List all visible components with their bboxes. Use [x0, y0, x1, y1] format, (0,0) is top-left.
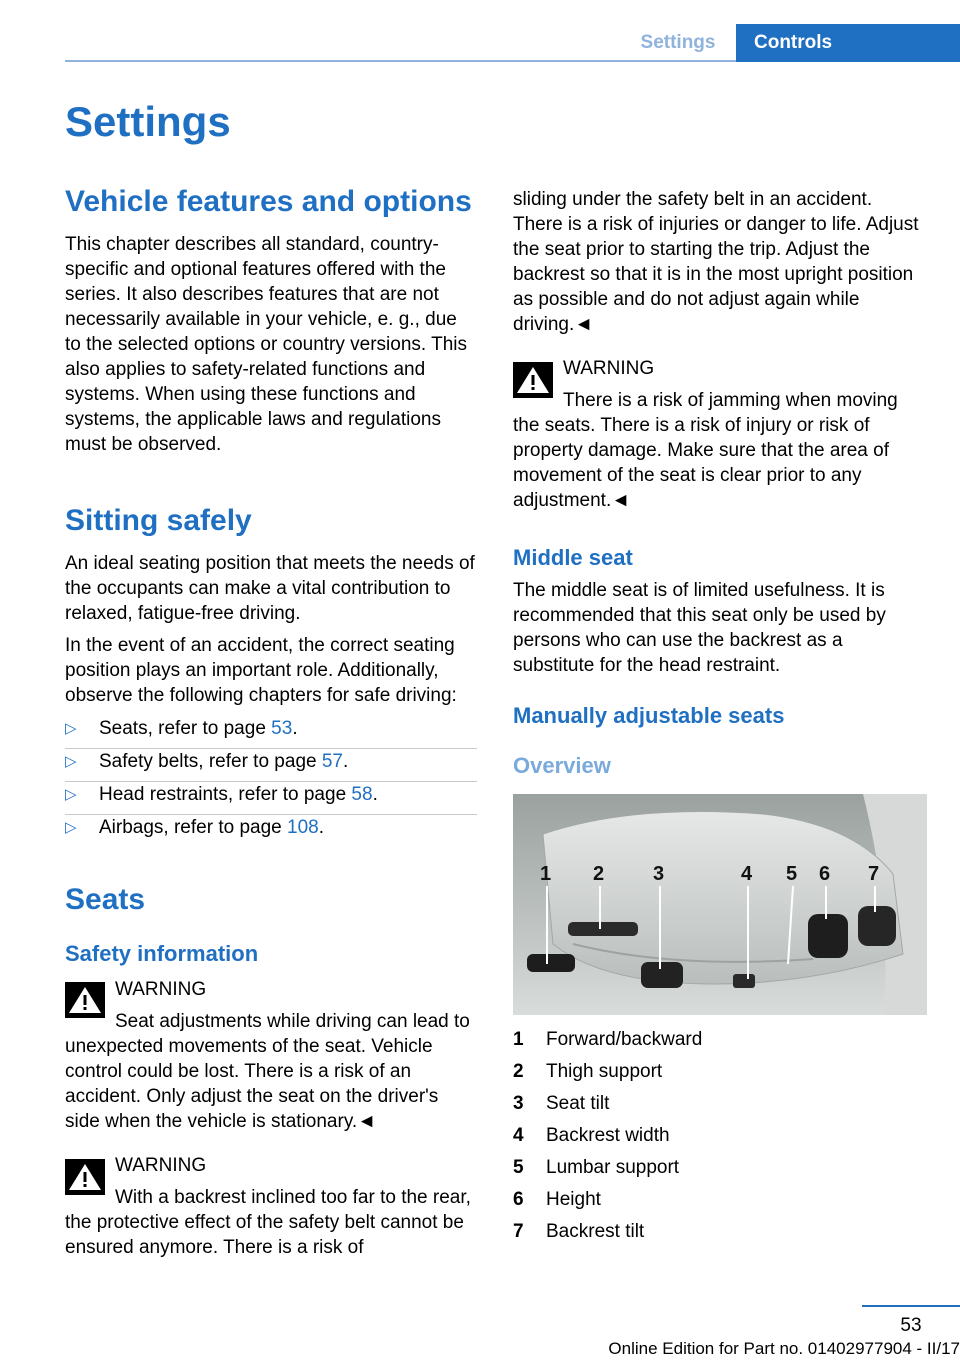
middle-seat-text: The middle seat is of limited usefulness. It is recommended that this seat only be used by persons who can use the backrest as a substitute for the head restraint. — [513, 580, 886, 676]
list-item: ▷ Airbags, refer to page 108. — [65, 817, 324, 838]
list-item — [513, 1219, 925, 1251]
warning-text-continued: sliding under the safety belt in an accident. There is a risk of injuries or danger to life. Adjust the seat prior to starting the trip. Adjust the backrest so that it is in the most upright position as possible and do not adjust again while driving.◄ — [513, 189, 919, 335]
seat-controls-legend — [513, 1027, 925, 1251]
heading-vehicle-features: Vehicle features and options — [65, 185, 472, 218]
callout-7: 7 — [868, 863, 880, 885]
bullet-triangle-icon: ▷ — [65, 819, 77, 836]
list-item — [513, 1059, 925, 1091]
seat-controls-figure — [513, 794, 927, 1015]
legend-number: 7 — [513, 1221, 524, 1242]
heading-safety-information: Safety information — [65, 941, 259, 966]
callout-3: 3 — [653, 863, 665, 885]
warning-label: WARNING — [115, 979, 207, 1000]
page-link-57[interactable]: 57 — [321, 751, 343, 772]
heading-middle-seat: Middle seat — [513, 545, 633, 570]
legend-label: Forward/backward — [546, 1029, 703, 1050]
legend-number: 5 — [513, 1157, 524, 1178]
vehicle-features-text: This chapter describes all standard, country-specific and optional features offered with the series. It also describes features that are not necessarily available in your vehicle, e. g., due to the selected options or country versions. This also applies to safety-related functions and systems. When using these functions and systems, the applicable laws and regulations must be observed. — [65, 234, 468, 455]
chapter-reference-list — [65, 716, 477, 847]
callout-1: 1 — [540, 863, 552, 885]
list-item — [513, 1091, 925, 1123]
warning-text: With a backrest inclined too far to the rear, the protective effect of the safety belt cannot be ensured anymore. There is a risk of — [65, 1187, 471, 1258]
warning-text: Seat adjustments while driving can lead to unexpected movements of the seat. Vehicle control could be lost. There is a risk of an accident. Only adjust the seat on the driver's side when the vehicle is stationary.◄ — [65, 1011, 470, 1132]
header-section-tab[interactable]: Settings — [640, 32, 716, 53]
list-item: ▷ Head restraints, refer to page 58. — [65, 782, 477, 815]
sitting-safely-p1: An ideal seating position that meets the needs of the occupants can make a vital contribution to relaxed, fatigue-free driving. — [65, 553, 475, 624]
sitting-safely-p2: In the event of an accident, the correct seating position plays an important role. Additionally, observe the following chapters for safe driving: — [65, 635, 457, 706]
list-item — [513, 1187, 925, 1219]
heading-overview: Overview — [513, 753, 611, 778]
legend-label: Thigh support — [546, 1061, 663, 1082]
page-number: 53 — [900, 1315, 922, 1336]
callout-2: 2 — [593, 863, 605, 885]
list-item — [513, 1027, 925, 1059]
legend-number: 4 — [513, 1125, 524, 1146]
heading-manually-adjustable-seats: Manually adjustable seats — [513, 703, 785, 728]
callout-4: 4 — [741, 863, 753, 885]
bullet-triangle-icon: ▷ — [65, 720, 77, 737]
callout-6: 6 — [819, 863, 831, 885]
bullet-triangle-icon: ▷ — [65, 753, 77, 770]
legend-number: 6 — [513, 1189, 524, 1210]
heading-sitting-safely: Sitting safely — [65, 504, 252, 537]
edition-footer: Online Edition for Part no. 01402977904 - II/17 — [608, 1339, 960, 1358]
heading-seats: Seats — [65, 883, 146, 916]
callout-5: 5 — [786, 863, 798, 885]
warning-text: There is a risk of jamming when moving the seats. There is a risk of injury or risk of property damage. Make sure that the area of movement of the seat is clear prior to any adjustment.◄ — [513, 390, 898, 511]
list-item — [513, 1123, 925, 1155]
footer-rule — [862, 1305, 960, 1307]
page-title: Settings — [65, 98, 231, 145]
list-item — [513, 1155, 925, 1187]
legend-label: Lumbar support — [546, 1157, 680, 1178]
legend-label: Height — [546, 1189, 601, 1210]
warning-label: WARNING — [563, 358, 655, 379]
legend-number: 3 — [513, 1093, 524, 1114]
warning-label: WARNING — [115, 1155, 207, 1176]
page-link-58[interactable]: 58 — [351, 784, 373, 805]
page-link-108[interactable]: 108 — [287, 817, 319, 838]
header-chapter-tab[interactable]: Controls — [736, 24, 960, 62]
list-item: ▷ Safety belts, refer to page 57. — [65, 749, 477, 782]
page-link-53[interactable]: 53 — [271, 718, 293, 739]
seat-illustration — [513, 794, 927, 1015]
legend-number: 1 — [513, 1029, 524, 1050]
list-item: ▷ Seats, refer to page 53. — [65, 716, 477, 749]
bullet-triangle-icon: ▷ — [65, 786, 77, 803]
legend-label: Seat tilt — [546, 1093, 610, 1114]
legend-label: Backrest tilt — [546, 1221, 645, 1242]
legend-label: Backrest width — [546, 1125, 670, 1146]
legend-number: 2 — [513, 1061, 524, 1082]
